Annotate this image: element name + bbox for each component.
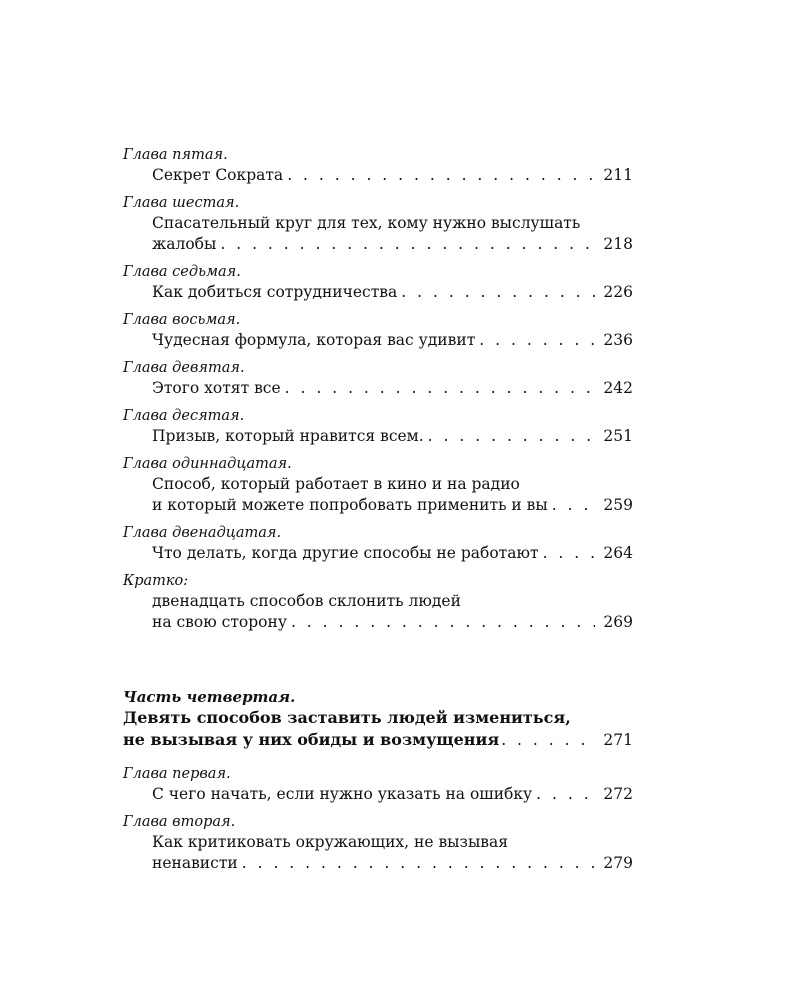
chapter-label: Глава первая. (123, 766, 231, 782)
dot-leader (220, 234, 595, 255)
toc-line (123, 853, 633, 874)
toc-entry-chapter-10 (123, 407, 633, 447)
chapter-title-line: Способ, который работает в кино и на радио (152, 475, 520, 493)
dot-leader (552, 495, 595, 516)
chapter-title-line: двенадцать способов склонить людей (152, 592, 461, 610)
toc-entry-chapter-5 (123, 146, 633, 186)
page-number: 218 (603, 235, 633, 253)
chapter-label: Глава одиннадцатая. (123, 456, 292, 472)
toc-entry-chapter-9 (123, 359, 633, 399)
chapter-title: С чего начать, если нужно указать на ошибку (152, 785, 533, 803)
toc-line (123, 378, 633, 399)
chapter-title-line: Спасательный круг для тех, кому нужно выслушать (152, 214, 581, 232)
toc-line (123, 330, 633, 351)
part-toc-line (123, 729, 633, 751)
dot-leader (285, 378, 595, 399)
chapter-title: Призыв, который нравится всем. (152, 427, 424, 445)
chapter-label: Глава вторая. (123, 814, 236, 830)
toc-part-4 (123, 687, 633, 751)
chapter-label: Кратко: (123, 573, 189, 589)
page-number: 242 (603, 379, 633, 397)
table-of-contents (123, 146, 633, 882)
toc-line (123, 282, 633, 303)
chapter-label: Глава шестая. (123, 195, 240, 211)
page-number: 211 (603, 166, 633, 184)
chapter-label: Глава седьмая. (123, 264, 241, 280)
dot-leader (479, 330, 595, 351)
part-title-line: Девять способов заставить людей измениться, (123, 708, 571, 727)
chapter-title: Этого хотят все (152, 379, 281, 397)
toc-line (123, 612, 633, 633)
chapter-label: Глава двенадцатая. (123, 525, 282, 541)
toc-entry-chapter-7 (123, 263, 633, 303)
chapter-title: Как добиться сотрудничества (152, 283, 398, 301)
toc-entry-chapter-6 (123, 194, 633, 255)
chapter-title: Секрет Сократа (152, 166, 284, 184)
page-number: 271 (603, 731, 633, 749)
toc-entry-part4-chapter-2 (123, 813, 633, 874)
toc-entry-summary (123, 572, 633, 633)
page-number: 226 (603, 283, 633, 301)
toc-entry-chapter-11 (123, 455, 633, 516)
dot-leader (501, 729, 595, 751)
chapter-title: ненависти (152, 854, 238, 872)
toc-line (123, 165, 633, 186)
part-label: Часть четвертая. (123, 688, 296, 706)
chapter-title: и который можете попробовать применить и вы (152, 496, 548, 514)
toc-entry-part4-chapter-1 (123, 765, 633, 805)
toc-line (123, 784, 633, 805)
toc-line (123, 495, 633, 516)
dot-leader (536, 784, 595, 805)
chapter-title: на свою сторону (152, 613, 287, 631)
chapter-title: жалобы (152, 235, 217, 253)
dot-leader (242, 853, 595, 874)
dot-leader (287, 165, 595, 186)
chapter-title: Чудесная формула, которая вас удивит (152, 331, 476, 349)
toc-line (123, 234, 633, 255)
page-number: 236 (603, 331, 633, 349)
page-number: 269 (603, 613, 633, 631)
page-number: 272 (603, 785, 633, 803)
page-number: 251 (603, 427, 633, 445)
chapter-label: Глава девятая. (123, 360, 245, 376)
toc-entry-chapter-12 (123, 524, 633, 564)
toc-line (123, 543, 633, 564)
page-number: 264 (603, 544, 633, 562)
dot-leader (291, 612, 595, 633)
chapter-label: Глава восьмая. (123, 312, 241, 328)
dot-leader (428, 426, 595, 447)
page-number: 279 (603, 854, 633, 872)
dot-leader (401, 282, 595, 303)
page-number: 259 (603, 496, 633, 514)
chapter-label: Глава пятая. (123, 147, 228, 163)
chapter-label: Глава десятая. (123, 408, 245, 424)
part-title: не вызывая у них обиды и возмущения (123, 730, 500, 749)
chapter-title: Что делать, когда другие способы не работают (152, 544, 539, 562)
dot-leader (543, 543, 595, 564)
toc-entry-chapter-8 (123, 311, 633, 351)
toc-line (123, 426, 633, 447)
chapter-title-line: Как критиковать окружающих, не вызывая (152, 833, 509, 851)
